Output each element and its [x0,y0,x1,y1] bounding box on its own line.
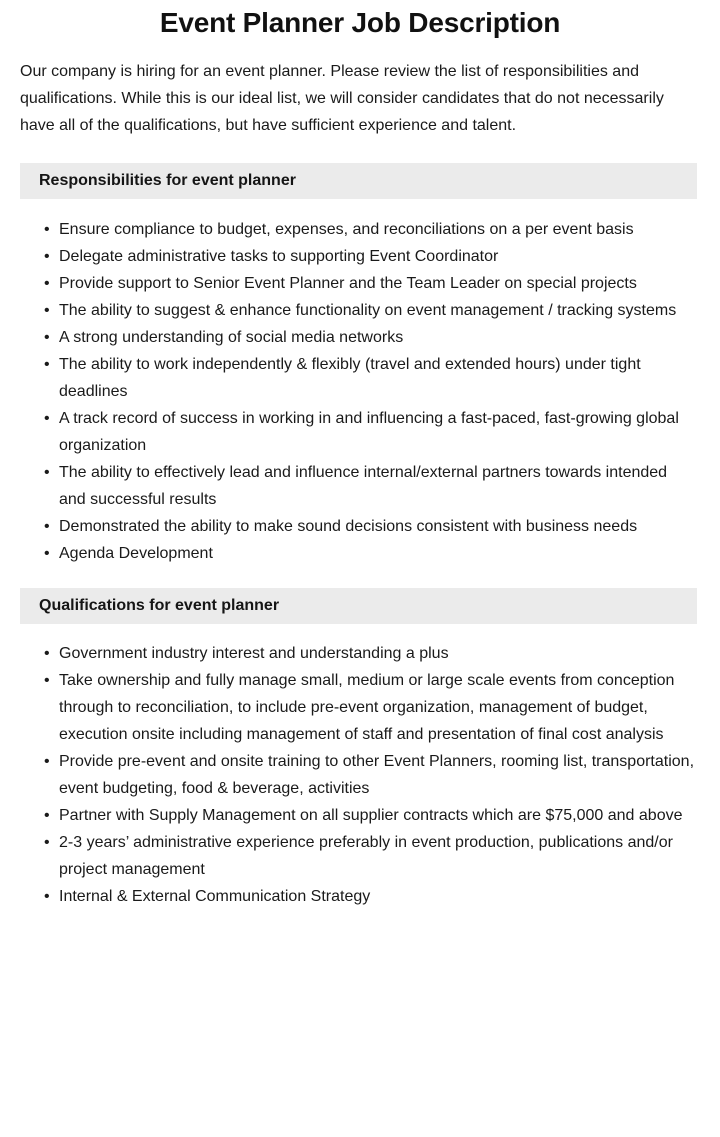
list-item-label: The ability to work independently & flexibly (travel and extended hours) under tight deadlines [59,356,641,400]
bullet-icon: • [44,356,50,373]
list-item [44,216,697,243]
list-item [44,459,697,513]
list-item [44,405,697,459]
page-title: Event Planner Job Description [159,7,561,38]
responsibilities-list [0,199,720,567]
bullet-icon: • [44,645,50,662]
bullet-icon: • [44,753,50,770]
list-item-label: Take ownership and fully manage small, medium or large scale events from conception through to reconciliation, to include pre-event organization, management of budget, execution onsite including management of staff and presentation of final cost analysis [59,672,675,743]
list-item-label: Partner with Supply Management on all supplier contracts which are $75,000 and above [59,807,683,824]
list-item-label: Demonstrated the ability to make sound decisions consistent with business needs [59,518,638,535]
bullet-icon: • [44,672,50,689]
list-item-label: Government industry interest and understanding a plus [59,645,449,662]
list-item [44,883,697,910]
bullet-icon: • [44,275,50,292]
list-item [44,540,697,567]
list-item-label: Internal & External Communication Strategy [59,888,371,905]
section-responsibilities [0,163,720,567]
bullet-icon: • [44,518,50,535]
bullet-icon: • [44,248,50,265]
list-item [44,351,697,405]
list-item-label: A track record of success in working in and influencing a fast-paced, fast-growing global organization [59,410,679,454]
bullet-icon: • [44,464,50,481]
bullet-icon: • [44,221,50,238]
list-item-label: The ability to effectively lead and influence internal/external partners towards intended and successful results [59,464,668,508]
section-header-label: Qualifications for event planner [39,597,280,614]
section-header-qualifications [20,588,697,624]
list-item [44,297,697,324]
bullet-icon: • [44,329,50,346]
list-item [44,324,697,351]
bullet-icon: • [44,545,50,562]
bullet-icon: • [44,410,50,427]
list-item [44,243,697,270]
bullet-icon: • [44,888,50,905]
list-item-label: The ability to suggest & enhance functionality on event management / tracking systems [59,302,677,319]
list-item [44,513,697,540]
section-qualifications [0,588,720,910]
bullet-icon: • [44,302,50,319]
list-item [44,640,697,667]
list-item [44,829,697,883]
list-item-label: Provide support to Senior Event Planner and the Team Leader on special projects [59,275,637,292]
list-item [44,667,697,748]
list-item-label: Delegate administrative tasks to supporting Event Coordinator [59,248,499,265]
bullet-icon: • [44,834,50,851]
list-item-label: 2-3 years’ administrative experience preferably in event production, publications and/or project management [59,834,673,878]
section-header-label: Responsibilities for event planner [39,172,296,189]
list-item [44,748,697,802]
section-header-responsibilities [20,163,697,199]
list-item-label: Ensure compliance to budget, expenses, and reconciliations on a per event basis [59,221,634,238]
list-item-label: Provide pre-event and onsite training to other Event Planners, rooming list, transportation, event budgeting, food & beverage, activities [59,753,695,797]
qualifications-list [0,624,720,910]
list-item [44,802,697,829]
list-item-label: A strong understanding of social media networks [59,329,404,346]
bullet-icon: • [44,807,50,824]
list-item-label: Agenda Development [59,545,213,562]
intro-paragraph: Our company is hiring for an event planner. Please review the list of responsibilities and qualifications. While this is our ideal list, we will consider candidates that do not necessarily have all of the qualifications, but have sufficient experience and talent. [20,63,664,134]
list-item [44,270,697,297]
